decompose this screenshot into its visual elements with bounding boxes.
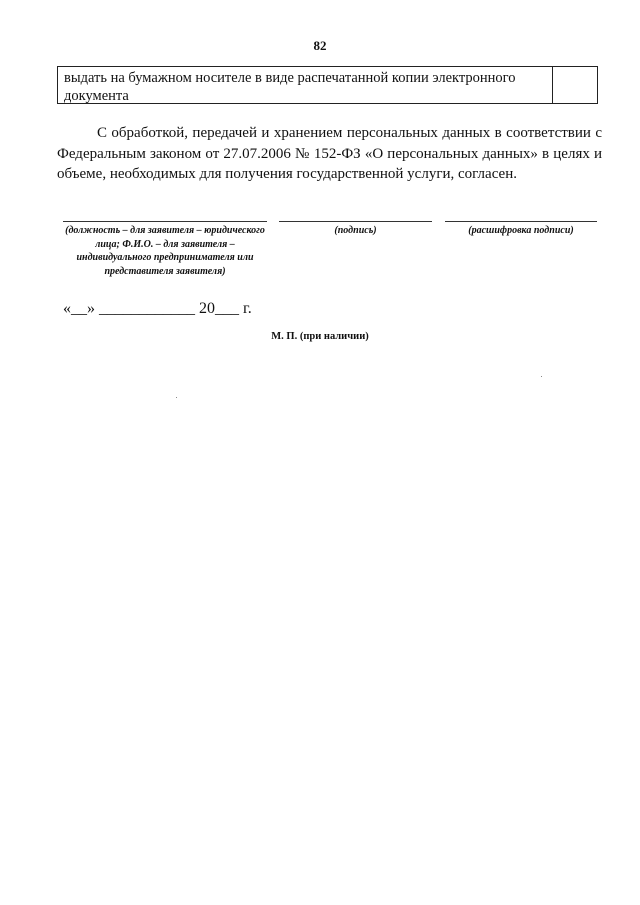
page-number: 82 (313, 38, 327, 53)
decryption-caption: (расшифровка подписи) (468, 225, 574, 236)
position-signature-line (63, 221, 267, 222)
scan-speck (541, 376, 542, 377)
delivery-option-checkbox-cell[interactable] (553, 67, 597, 103)
delivery-option-row (57, 66, 598, 104)
date-line: «__» ____________ 20___ г. (63, 300, 252, 317)
consent-paragraph: С обработкой, передачей и хранением персональных данных в соответствии с Федеральным законом от 27.07.2006 № 152-ФЗ «О персональных данных» в целях и объеме, необходимых для получения государственной услуги, согласен. (57, 125, 602, 182)
stamp-note: М. П. (при наличии) (271, 331, 369, 342)
decryption-signature-line (445, 221, 597, 222)
scan-speck (176, 397, 177, 398)
delivery-option-text: выдать на бумажном носителе в виде распечатанной копии электронного документа (58, 67, 553, 103)
signature-caption: (подпись) (334, 225, 377, 236)
signature-line (279, 221, 432, 222)
position-caption: (должность – для заявителя – юридического лица; Ф.И.О. – для заявителя – индивидуального предпринимателя или представителя заявителя) (65, 225, 265, 277)
